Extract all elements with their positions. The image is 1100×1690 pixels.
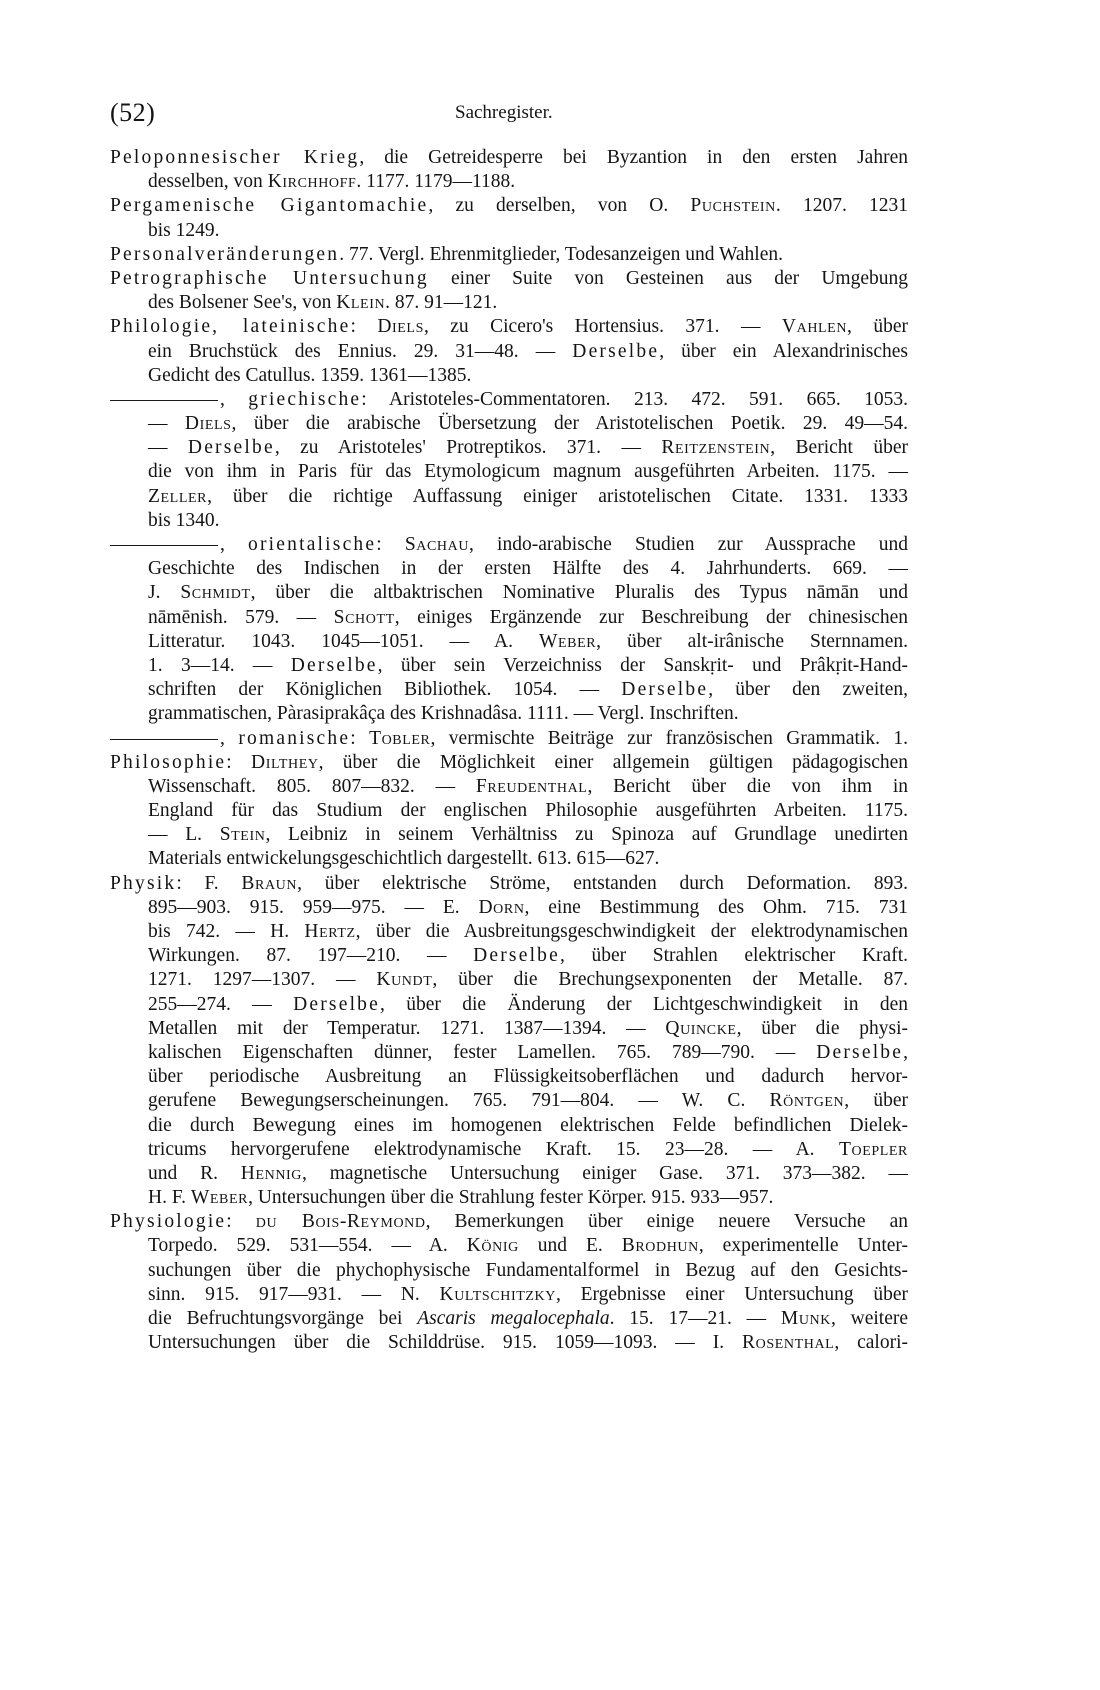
author-name: Tobler [369,727,431,749]
index-text: — L. [148,824,220,846]
index-text: , [220,534,249,555]
index-line [110,460,908,484]
index-heading: Personalveränderungen [110,243,340,265]
author-name: Reitzenstein [661,437,771,459]
index-heading: Peloponnesischer Krieg [110,147,360,168]
author-name: Diels [184,413,232,435]
index-heading: Derselbe [621,679,709,701]
index-text: , über die altbaktrischen Nominative Pluralis des Typus nāmān und [250,582,908,604]
index-text: bis 1340. [148,509,220,531]
index-text: grammatischen, Pàrasiprakâça des Krishnadâsa. 1111. — Vergl. Inschriften. [148,703,739,725]
index-text: , magnetische Untersuchung einiger Gase. 371. 373—382. — [302,1162,908,1184]
index-text: 1. 3—14. — [148,654,291,676]
index-entries [110,146,908,1355]
index-text: , über [847,316,909,338]
index-text: J. [148,582,181,604]
index-line [110,1041,908,1065]
index-line [110,1283,908,1307]
index-text: , Untersuchungen über die Strahlung fester Körper. 915. 933—957. [248,1187,774,1209]
index-text: über periodische Ausbreitung an Flüssigkeitsoberflächen und dadurch hervor- [148,1066,908,1088]
index-text: , über Strahlen elektrischer Kraft. [560,945,908,967]
index-text: . 15. 17—21. — [609,1308,781,1329]
index-line [110,146,908,170]
index-text: , Bemerkungen über einige neuere Versuche an [425,1211,908,1233]
index-line [110,1114,908,1138]
index-text: , indo-arabische Studien zur Aussprache und [469,534,908,555]
index-line [110,315,908,339]
author-name: Rosenthal [742,1332,835,1354]
index-text: 895—903. 915. 959—975. — E. [148,896,479,918]
index-text: , über den zweiten, [708,679,908,701]
index-text: , über [844,1090,908,1112]
index-text: , zu Aristoteles' Protreptikos. 371. — [274,437,662,459]
index-text: , [903,1041,908,1063]
ditto-rule [110,545,218,546]
index-text: Litteratur. 1043. 1045—1051. — A. [148,630,539,652]
index-text: . 87. 91—121. [385,292,498,314]
index-line [110,1259,908,1283]
index-text: : [376,534,405,555]
index-text: , über die Möglichkeit einer allgemein gültigen pädagogischen [318,751,909,773]
author-name: Röntgen [769,1090,845,1112]
index-line [110,1307,908,1331]
index-line [110,388,908,412]
author-name: Brodhun [621,1235,699,1257]
index-text: , zu derselben, von O. [428,195,691,217]
index-text: sinn. 915. 917—931. — N. [148,1283,440,1305]
author-name: Hertz [304,921,356,942]
author-name: Weber [538,630,597,652]
author-name: Weber [190,1187,249,1209]
author-name: Sachau [404,534,470,555]
index-text: bis 1249. [148,219,220,241]
index-text: , die Getreidesperre bei Byzantion in den ersten Jahren [359,147,908,168]
index-text: , experimentelle Unter- [698,1235,908,1257]
index-line [110,243,908,267]
index-text: , vermischte Beiträge zur französischen Grammatik. 1. [430,727,909,749]
index-text: 255—274. — [148,993,294,1015]
index-line [110,920,908,944]
index-heading: Derselbe [572,340,660,362]
index-line [110,1186,908,1210]
author-name: Hennig [240,1162,303,1184]
author-name: Puchstein [690,195,776,217]
index-text: , Leibniz in seinem Verhältniss zu Spinoza auf Grundlage unedirten [265,824,908,846]
index-line [110,1138,908,1162]
index-text: Gedicht des Catullus. 1359. 1361—1385. [148,364,472,386]
index-text: die Befruchtungsvorgänge bei [148,1308,418,1329]
author-name: Munk [780,1308,831,1329]
running-title: Sachregister. [455,102,553,123]
index-text: , einiges Ergänzende zur Beschreibung der chinesischen [394,606,908,628]
index-line [110,412,908,436]
index-text: , eine Bestimmung des Ohm. 715. 731 [524,896,908,918]
index-line [110,968,908,992]
index-text: Torpedo. 529. 531—554. — A. [148,1235,467,1257]
index-text: , zu Cicero's Hortensius. 371. — [423,316,782,338]
index-line [110,823,908,847]
index-text: , Bericht über [770,437,909,459]
index-text: . 77. Vergl. Ehrenmitglieder, Todesanzeigen und Wahlen. [339,243,783,265]
index-heading: Petrographische Untersuchung [110,267,429,289]
index-text: , über elektrische Ströme, entstanden durch Deformation. 893. [297,872,908,894]
author-name: Vahlen [781,316,848,338]
index-text: : [226,751,252,773]
index-text: Geschichte des Indischen in der ersten Hälfte des 4. Jahrhunderts. 669. — [148,558,908,580]
ditto-rule [110,739,218,740]
page-header [110,98,910,138]
index-line [110,340,908,364]
index-text: nāmēnish. 579. — [148,606,334,628]
index-line [110,1210,908,1234]
index-text: ein Bruchstück des Ennius. 29. 31—48. — [148,340,573,362]
index-line [110,654,908,678]
index-line [110,267,908,291]
index-line [110,799,908,823]
index-text: Untersuchungen über die Schilddrüse. 915. 1059—1093. — I. [148,1332,743,1354]
author-name: Dorn [478,896,525,918]
index-line [110,727,908,751]
index-heading: Derselbe [290,654,378,676]
index-heading: Derselbe [293,993,380,1015]
author-name: Freudenthal [475,775,588,797]
index-text: desselben, von [148,171,268,193]
index-text: . 1207. 1231 [775,195,909,217]
index-text: Wirkungen. 87. 197—210. — [148,945,474,967]
index-line [110,775,908,799]
index-text: die von ihm in Paris für das Etymologicum magnum ausgeführten Arbeiten. 1175. — [148,461,908,483]
index-line [110,1017,908,1041]
index-heading: Physiologie [110,1211,227,1233]
index-line [110,1331,908,1355]
author-name: Klein [336,292,386,314]
page-number: (52) [110,98,156,127]
index-text: H. F. [148,1187,191,1209]
author-name: Zeller [148,485,208,507]
index-line [110,896,908,920]
index-heading: Pergamenische Gigantomachie [110,195,429,217]
index-text: suchungen über die phychophysische Fundamentalformel in Bezug auf den Gesichts- [148,1259,908,1281]
index-text: und R. [148,1162,241,1184]
index-text: , Bericht über die von ihm in [587,775,908,797]
index-line [110,436,908,460]
index-text: England für das Studium der englischen Philosophie ausgeführten Arbeiten. 1175. [148,800,908,822]
index-text: , calori- [834,1332,908,1354]
index-text: , über die Brechungsexponenten der Metalle. 87. [432,969,909,991]
index-text: , über die arabische Übersetzung der Aristotelischen Poetik. 29. 49—54. [231,413,909,435]
index-text: , Ergebnisse einer Untersuchung über [555,1283,908,1305]
index-line [110,1065,908,1089]
index-heading: griechische [248,388,362,410]
index-line [110,702,908,726]
index-text: einer Suite von Gesteinen aus der Umgebung [428,267,908,289]
index-line [110,630,908,654]
index-heading: Derselbe [187,437,275,459]
index-text: kalischen Eigenschaften dünner, fester Lamellen. 765. 789—790. — [148,1041,817,1063]
index-text: — [148,437,188,459]
index-text: : F. [176,872,242,894]
index-text: Materials entwickelungsgeschichtlich dargestellt. 613. 615—627. [148,848,660,870]
index-heading: Derselbe [816,1041,904,1063]
index-line [110,364,908,388]
author-name: Diels [377,316,424,338]
index-text: , über ein Alexandrinisches [659,340,908,362]
author-name: Braun [241,872,298,894]
index-text: : [350,316,378,338]
index-line [110,194,908,218]
index-heading: Physik [110,872,177,894]
index-line [110,751,908,775]
author-name: Kirchhoff [267,171,357,193]
index-text: , [220,388,249,410]
index-heading: Philosophie [110,751,227,773]
index-text: : Aristoteles-Commentatoren. 213. 472. 591. 665. 1053. [361,388,908,410]
index-line [110,872,908,896]
index-text: , über alt-irânische Sternnamen. [596,630,909,652]
index-text: , weitere [830,1308,908,1329]
index-text: schriften der Königlichen Bibliothek. 1054. — [148,679,622,701]
author-name: Kundt [376,969,433,991]
index-heading: Derselbe [473,945,560,967]
index-heading: Philologie, lateinische [110,316,351,338]
index-line [110,291,908,315]
author-name: Schott [333,606,395,628]
author-name: Schmidt [180,582,251,604]
index-text: 1271. 1297—1307. — [148,969,377,991]
index-text: : [350,727,370,749]
author-name: Dilthey [251,751,319,773]
index-line [110,509,908,533]
index-line [110,1089,908,1113]
index-line [110,485,908,509]
index-text: , über sein Verzeichniss der Sanskṛit- und Prâkṛit-Hand- [377,654,909,676]
author-name: Kultschitzky [439,1283,556,1305]
index-line [110,533,908,557]
index-text: bis 742. — H. [148,921,305,942]
index-text: — [148,413,185,435]
index-line [110,944,908,968]
index-text: die durch Bewegung eines im homogenen elektrischen Felde befindlichen Dielek- [148,1114,908,1136]
index-text: : [226,1211,256,1233]
index-line [110,581,908,605]
index-text: tricums hervorgerufene elektrodynamische Kraft. 15. 23—28. — A. [148,1138,839,1160]
author-name: Stein [219,824,266,846]
index-line [110,847,908,871]
author-name: König [466,1235,519,1257]
index-line [110,606,908,630]
index-text: , über die richtige Auffassung einiger aristotelischen Citate. 1331. 1333 [207,485,908,507]
index-text: . 1177. 1179—1188. [356,171,516,193]
index-text: , über die Ausbreitungsgeschwindigkeit der elektrodynamischen [355,921,909,942]
index-text: Wissenschaft. 805. 807—832. — [148,775,476,797]
index-heading: romanische [238,727,351,749]
index-line [110,170,908,194]
index-text: Metallen mit der Temperatur. 1271. 1387—1394. — [148,1017,666,1039]
index-text: , über die physi- [736,1017,908,1039]
index-heading: orientalische [248,534,377,555]
index-text: und E. [518,1235,622,1257]
index-line [110,219,908,243]
index-text: gerufene Bewegungserscheinungen. 765. 791—804. — W. C. [148,1090,770,1112]
index-text: , [220,727,239,749]
italic-term: Ascaris megalocephala [417,1308,610,1329]
index-line [110,557,908,581]
index-line [110,678,908,702]
ditto-rule [110,400,218,401]
index-line [110,1162,908,1186]
author-name: Toepler [838,1138,908,1160]
index-line [110,993,908,1017]
index-text: des Bolsener See's, von [148,292,337,314]
author-name: du Bois-Reymond [255,1211,426,1233]
author-name: Quincke [665,1017,737,1039]
index-line [110,1234,908,1258]
index-text: , über die Änderung der Lichtgeschwindigkeit in den [380,993,908,1015]
